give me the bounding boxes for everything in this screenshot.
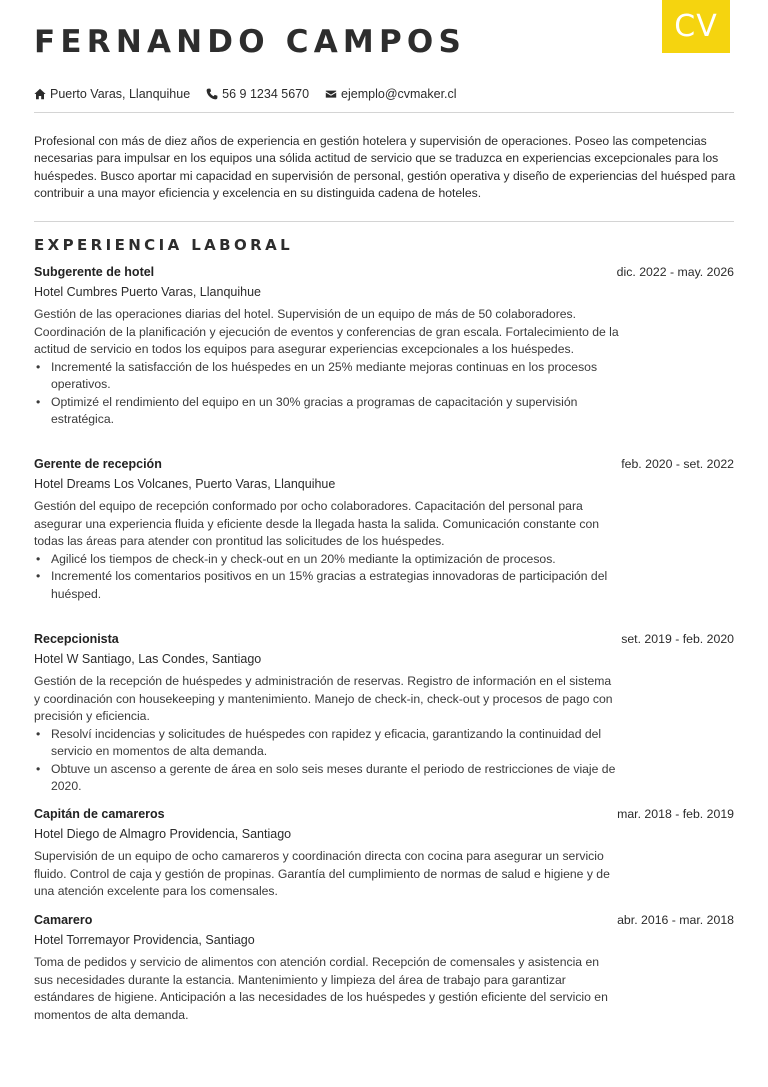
- job-achievements: [34, 551, 620, 604]
- phone-icon: [206, 88, 218, 100]
- job-description: Gestión de las operaciones diarias del hotel. Supervisión de un equipo de más de 50 colaboradores. Coordinación de la planificación y ejecución de eventos y conferencias de gran escala. Fortalecimiento de la actitud de servicio en todos los equipos para asegurar experiencias excepcionales a los huéspedes.: [34, 307, 619, 356]
- job-achievement: • Agilicé los tiempos de check-in y check-out en un 20% mediante la optimización de procesos.: [34, 551, 620, 569]
- job-description: Gestión del equipo de recepción conformado por ocho colaboradores. Capacitación del personal para asegurar una experiencia fluida y eficiente desde la llegada hasta la salida. Comunicación constante con todas las áreas para atender con prontitud las solicitudes de los huéspedes.: [34, 499, 600, 548]
- job-title: Subgerente de hotel: [34, 265, 155, 279]
- job-company: Hotel W Santiago, Las Condes, Santiago: [34, 652, 262, 666]
- job-achievement: • Incrementé la satisfacción de los huéspedes en un 25% mediante mejoras continuas en los procesos operativos.: [34, 359, 620, 394]
- job-company: Hotel Torremayor Providencia, Santiago: [34, 933, 255, 947]
- job-title: Camarero: [34, 913, 93, 927]
- professional-summary: Profesional con más de diez años de experiencia en gestión hotelera y supervisión de operaciones. Poseo las competencias necesarias para impulsar en los equipos una sólida actitud de servicio que se traduzca en experiencias excepcionales para los huéspedes. Busco aportar mi capacidad en supervisión de personal, gestión operativa y diseño de experiencias del huésped para contribuir a una mayor eficiencia y excelencia en su distinguida cadena de hoteles.: [34, 134, 736, 200]
- job-dates: abr. 2016 - mar. 2018: [617, 913, 734, 927]
- contact-email-text: ejemplo@cvmaker.cl: [341, 87, 457, 101]
- cv-badge-text: CV: [674, 9, 718, 44]
- job-entry: [34, 631, 734, 796]
- job-achievement: • Optimizé el rendimiento del equipo en un 30% gracias a programas de capacitación y supervisión estratégica.: [34, 394, 620, 429]
- job-title: Recepcionista: [34, 632, 119, 646]
- job-company: Hotel Cumbres Puerto Varas, Llanquihue: [34, 285, 261, 299]
- job-description: Gestión de la recepción de huéspedes y administración de reservas. Registro de información en el sistema y coordinación con housekeeping y mantenimiento. Manejo de check-in, check-out y procesos de pago con precisión y eficiencia.: [34, 674, 613, 723]
- job-achievement: • Resolví incidencias y solicitudes de huéspedes con rapidez y eficacia, garantizando la continuidad del servicio en momentos de alta demanda.: [34, 726, 620, 761]
- job-dates: dic. 2022 - may. 2026: [616, 265, 734, 279]
- job-dates: feb. 2020 - set. 2022: [621, 457, 734, 471]
- job-entry: [34, 806, 734, 901]
- job-achievement: • Incrementé los comentarios positivos en un 15% gracias a estrategias innovadoras de participación del huésped.: [34, 568, 620, 603]
- envelope-icon: [325, 88, 337, 100]
- experience-section-title: EXPERIENCIA LABORAL: [34, 236, 294, 254]
- header-divider: [34, 112, 734, 113]
- job-title: Gerente de recepción: [34, 457, 162, 471]
- job-description: Toma de pedidos y servicio de alimentos con atención cordial. Recepción de comensales y asistencia en sus necesidades durante la estancia. Mantenimiento y limpieza del área de trabajo para garantizar estándares de higiene. Anticipación a las necesidades de los huéspedes y gestión eficiente del servicio en momentos de alta demanda.: [34, 955, 608, 1022]
- contact-location-text: Puerto Varas, Llanquihue: [50, 87, 191, 101]
- job-achievement: • Obtuve un ascenso a gerente de área en solo seis meses durante el periodo de restricciones de viaje de 2020.: [34, 761, 620, 796]
- job-entry: [34, 456, 734, 603]
- summary-divider: [34, 221, 734, 222]
- job-title: Capitán de camareros: [34, 807, 165, 821]
- job-description: Supervisión de un equipo de ocho camareros y coordinación directa con cocina para asegurar un servicio fluido. Control de caja y gestión de propinas. Garantía del cumplimiento de normas de salud e higiene y de una atención excelente para los comensales.: [34, 849, 610, 898]
- contact-info: [34, 86, 473, 102]
- job-entry: [34, 912, 734, 1024]
- contact-phone: [206, 87, 309, 101]
- cv-badge-logo: [662, 0, 730, 53]
- home-icon: [34, 88, 46, 100]
- contact-location: [34, 87, 190, 101]
- candidate-name: FERNANDO CAMPOS: [34, 24, 466, 60]
- job-achievements: [34, 726, 620, 796]
- job-company: Hotel Diego de Almagro Providencia, Santiago: [34, 827, 292, 841]
- contact-email: [325, 87, 457, 101]
- job-entry: [34, 264, 734, 429]
- job-dates: mar. 2018 - feb. 2019: [617, 807, 734, 821]
- contact-phone-text: 56 9 1234 5670: [222, 87, 310, 101]
- job-dates: set. 2019 - feb. 2020: [621, 632, 734, 646]
- job-company: Hotel Dreams Los Volcanes, Puerto Varas, Llanquihue: [34, 477, 336, 491]
- job-achievements: [34, 359, 620, 429]
